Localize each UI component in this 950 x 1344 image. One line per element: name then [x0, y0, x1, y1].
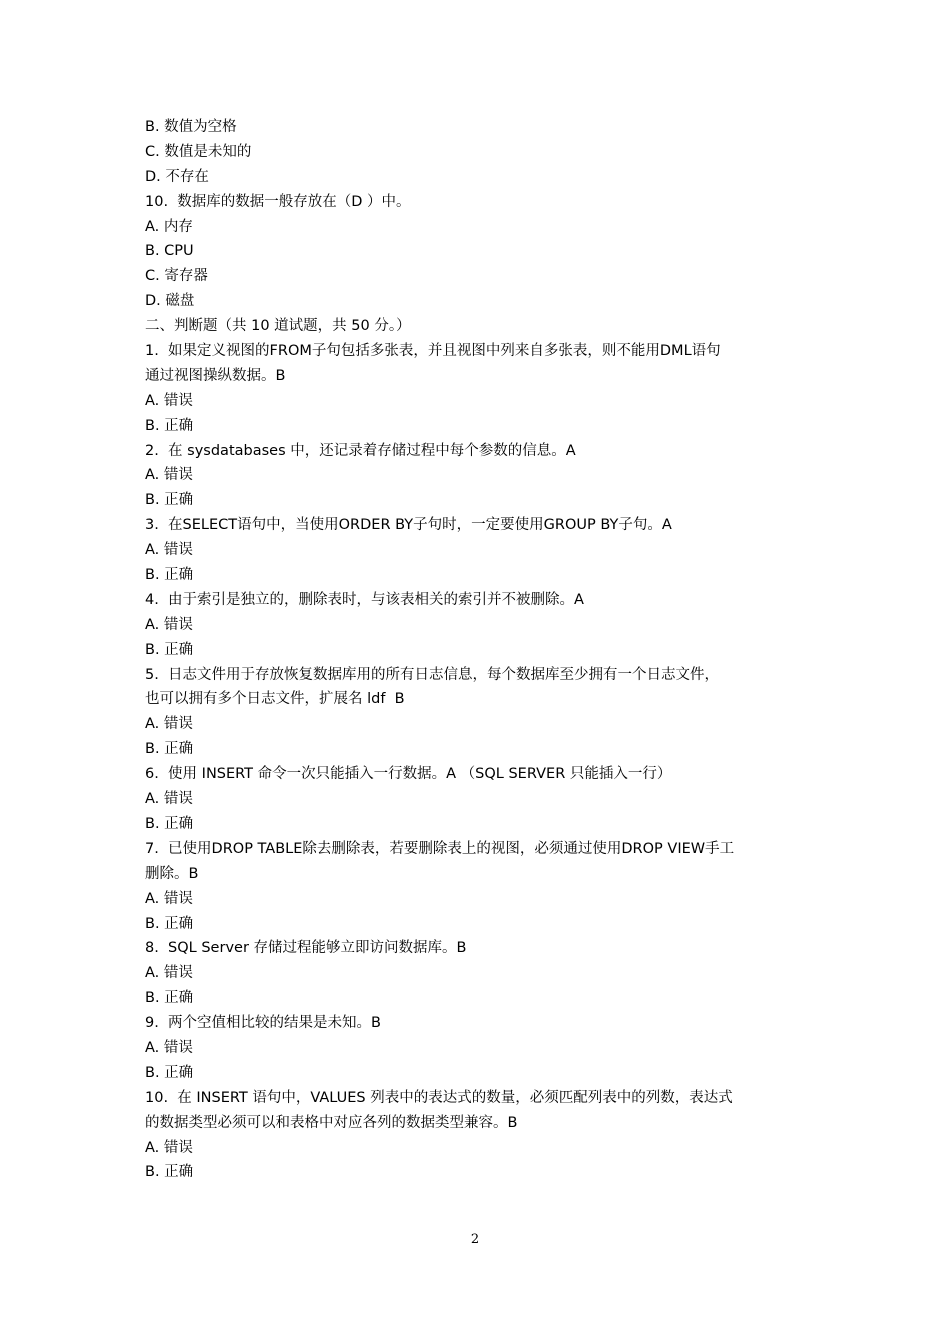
text-line: A. 错误 — [145, 716, 193, 733]
text-line: 2. 在 sysdatabases 中，还记录着存储过程中每个参数的信息。A — [145, 442, 576, 459]
text-line: B. 正确 — [145, 915, 194, 932]
text-line: 的数据类型必须可以和表格中对应各列的数据类型兼容。B — [145, 1114, 518, 1131]
text-line: B. 正确 — [145, 741, 194, 758]
text-line: A. 错误 — [145, 890, 193, 907]
text-line: A. 错误 — [145, 1039, 193, 1056]
text-line: D. 不存在 — [145, 168, 209, 185]
text-line: A. 内存 — [145, 218, 193, 235]
text-line: C. 寄存器 — [145, 268, 208, 285]
text-line: B. 正确 — [145, 492, 194, 509]
text-line: 9. 两个空值相比较的结果是未知。B — [145, 1015, 381, 1032]
text-line: 7. 已使用DROP TABLE除去删除表，若要删除表上的视图，必须通过使用DROP VIEW手工 — [145, 840, 735, 857]
text-line: 二、判断题（共 10 道试题，共 50 分。） — [145, 318, 411, 335]
text-line: B. 正确 — [145, 417, 194, 434]
text-line: 通过视图操纵数据。B — [145, 367, 286, 384]
text-line: C. 数值是未知的 — [145, 143, 252, 160]
text-line: 也可以拥有多个日志文件，扩展名 ldf B — [145, 691, 405, 708]
text-line: B. 数值为空格 — [145, 119, 237, 135]
text-line: B. 正确 — [145, 990, 194, 1007]
document-body — [145, 115, 810, 1185]
text-line: 删除。B — [145, 865, 199, 882]
text-line: A. 错误 — [145, 791, 193, 808]
text-line: 6. 使用 INSERT 命令一次只能插入一行数据。A （SQL SERVER 只能插入一行） — [145, 766, 672, 783]
text-line: 5. 日志文件用于存放恢复数据库用的所有日志信息，每个数据库至少拥有一个日志文件， — [145, 666, 720, 683]
text-line: A. 错误 — [145, 616, 193, 633]
text-line: 4. 由于索引是独立的，删除表时，与该表相关的索引并不被删除。A — [145, 591, 584, 608]
text-line: B. 正确 — [145, 1164, 194, 1181]
text-line: B. 正确 — [145, 641, 194, 658]
text-line: 3. 在SELECT语句中，当使用ORDER BY子句时，一定要使用GROUP BY子句。A — [145, 517, 672, 534]
text-line: A. 错误 — [145, 542, 193, 559]
page-number: 2 — [470, 1232, 480, 1247]
text-line: D. 磁盘 — [145, 293, 195, 310]
text-line: B. 正确 — [145, 567, 194, 584]
text-line: B. 正确 — [145, 1064, 194, 1081]
text-line: B. CPU — [145, 243, 194, 260]
text-line: 10. 数据库的数据一般存放在（D ）中。 — [145, 193, 411, 210]
text-line: A. 错误 — [145, 392, 193, 409]
text-line: 1. 如果定义视图的FROM子句包括多张表，并且视图中列来自多张表，则不能用DML语句 — [145, 343, 721, 360]
text-line: A. 错误 — [145, 965, 193, 982]
text-line: 8. SQL Server 存储过程能够立即访问数据库。B — [145, 940, 467, 957]
text-line: 10. 在 INSERT 语句中，VALUES 列表中的表达式的数量，必须匹配列表中的列数，表达式 — [145, 1089, 733, 1106]
text-line: A. 错误 — [145, 467, 193, 484]
text-line: B. 正确 — [145, 815, 194, 832]
text-line: A. 错误 — [145, 1139, 193, 1156]
